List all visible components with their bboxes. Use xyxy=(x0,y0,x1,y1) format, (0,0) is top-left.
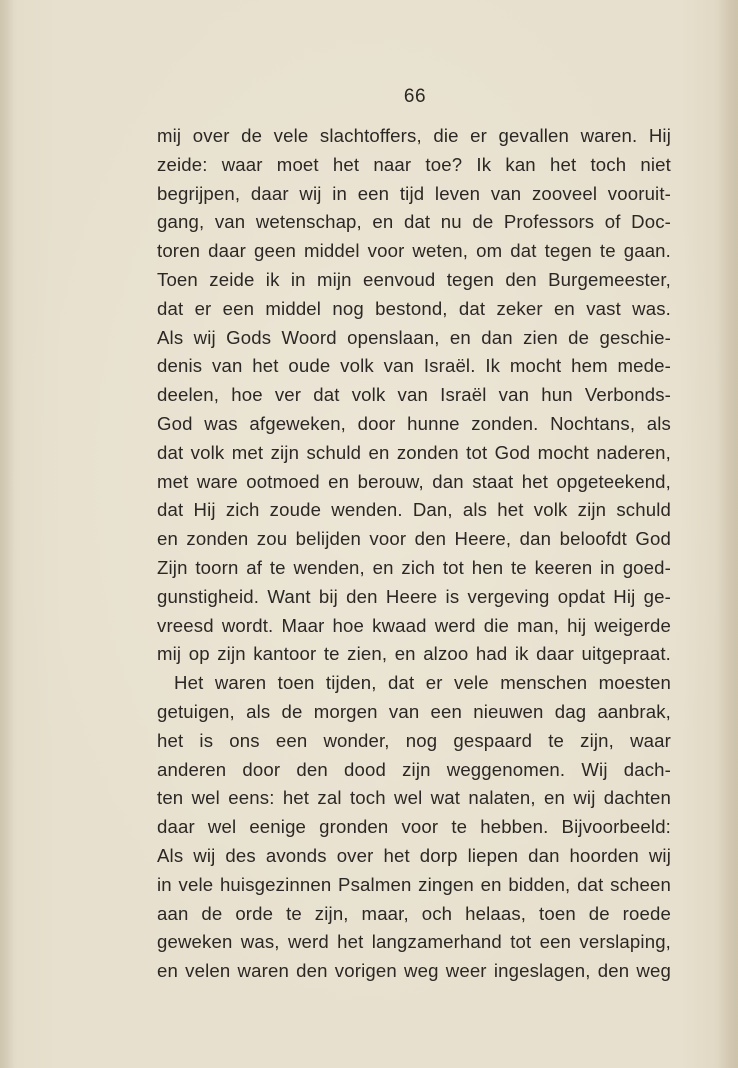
text-line: zeide: waar moet het naar toe? Ik kan het toch niet xyxy=(157,153,671,175)
text-line: gunstigheid. Want bij den Heere is vergeving opdat Hij ge- xyxy=(157,585,671,607)
text-line: getuigen, als de morgen van een nieuwen dag aanbrak, xyxy=(157,700,671,722)
body-text xyxy=(157,122,671,986)
text-line: denis van het oude volk van Israël. Ik mocht hem mede- xyxy=(157,355,671,377)
text-line: mij over de vele slachtoffers, die er gevallen waren. Hij xyxy=(157,125,671,146)
paragraph-start-line: Het waren toen tijden, dat er vele menschen moesten xyxy=(174,672,671,694)
page-number: 66 xyxy=(403,86,427,107)
text-line: Als wij des avonds over het dorp liepen dan hoorden wij xyxy=(157,844,671,866)
text-line: toren daar geen middel voor weten, om dat tegen te gaan. xyxy=(157,240,671,262)
text-line: dat Hij zich zoude wenden. Dan, als het volk zijn schuld xyxy=(157,499,671,521)
text-line: anderen door den dood zijn weggenomen. Wij dach- xyxy=(157,758,671,780)
text-line: deelen, hoe ver dat volk van Israël van hun Verbonds- xyxy=(157,384,671,406)
text-line: en zonden zou belijden voor den Heere, dan beloofdt God xyxy=(157,528,671,550)
text-line: ten wel eens: het zal toch wel wat nalaten, en wij dachten xyxy=(157,787,671,809)
text-line: begrijpen, daar wij in een tijd leven van zooveel vooruit- xyxy=(157,182,671,204)
text-line: geweken was, werd het langzamerhand tot een verslaping, xyxy=(157,931,671,953)
text-line: en velen waren den vorigen weg weer ingeslagen, den weg xyxy=(157,960,671,982)
text-line: vreesd wordt. Maar hoe kwaad werd die man, hij weigerde xyxy=(157,614,671,636)
text-line: in vele huisgezinnen Psalmen zingen en bidden, dat scheen xyxy=(157,873,671,895)
text-line: gang, van wetenschap, en dat nu de Professors of Doc- xyxy=(157,211,671,233)
text-line: Als wij Gods Woord openslaan, en dan zien de geschie- xyxy=(157,326,671,348)
text-line: mij op zijn kantoor te zien, en alzoo had ik daar uitgepraat. xyxy=(157,643,671,665)
text-line: aan de orde te zijn, maar, och helaas, toen de roede xyxy=(157,902,671,924)
text-line: het is ons een wonder, nog gespaard te zijn, waar xyxy=(157,729,671,751)
text-line: God was afgeweken, door hunne zonden. Nochtans, als xyxy=(157,412,671,434)
text-line: dat volk met zijn schuld en zonden tot God mocht naderen, xyxy=(157,441,671,463)
text-line: daar wel eenige gronden voor te hebben. Bijvoorbeeld: xyxy=(157,816,671,838)
text-line: Zijn toorn af te wenden, en zich tot hen te keeren in goed- xyxy=(157,556,671,578)
text-line: dat er een middel nog bestond, dat zeker en vast was. xyxy=(157,297,671,319)
page-left-edge-shadow xyxy=(0,0,14,1068)
text-line: met ware ootmoed en berouw, dan staat het opgeteekend, xyxy=(157,470,671,492)
text-line: Toen zeide ik in mijn eenvoud tegen den Burgemeester, xyxy=(157,268,671,290)
page-right-edge-shadow xyxy=(718,0,738,1068)
